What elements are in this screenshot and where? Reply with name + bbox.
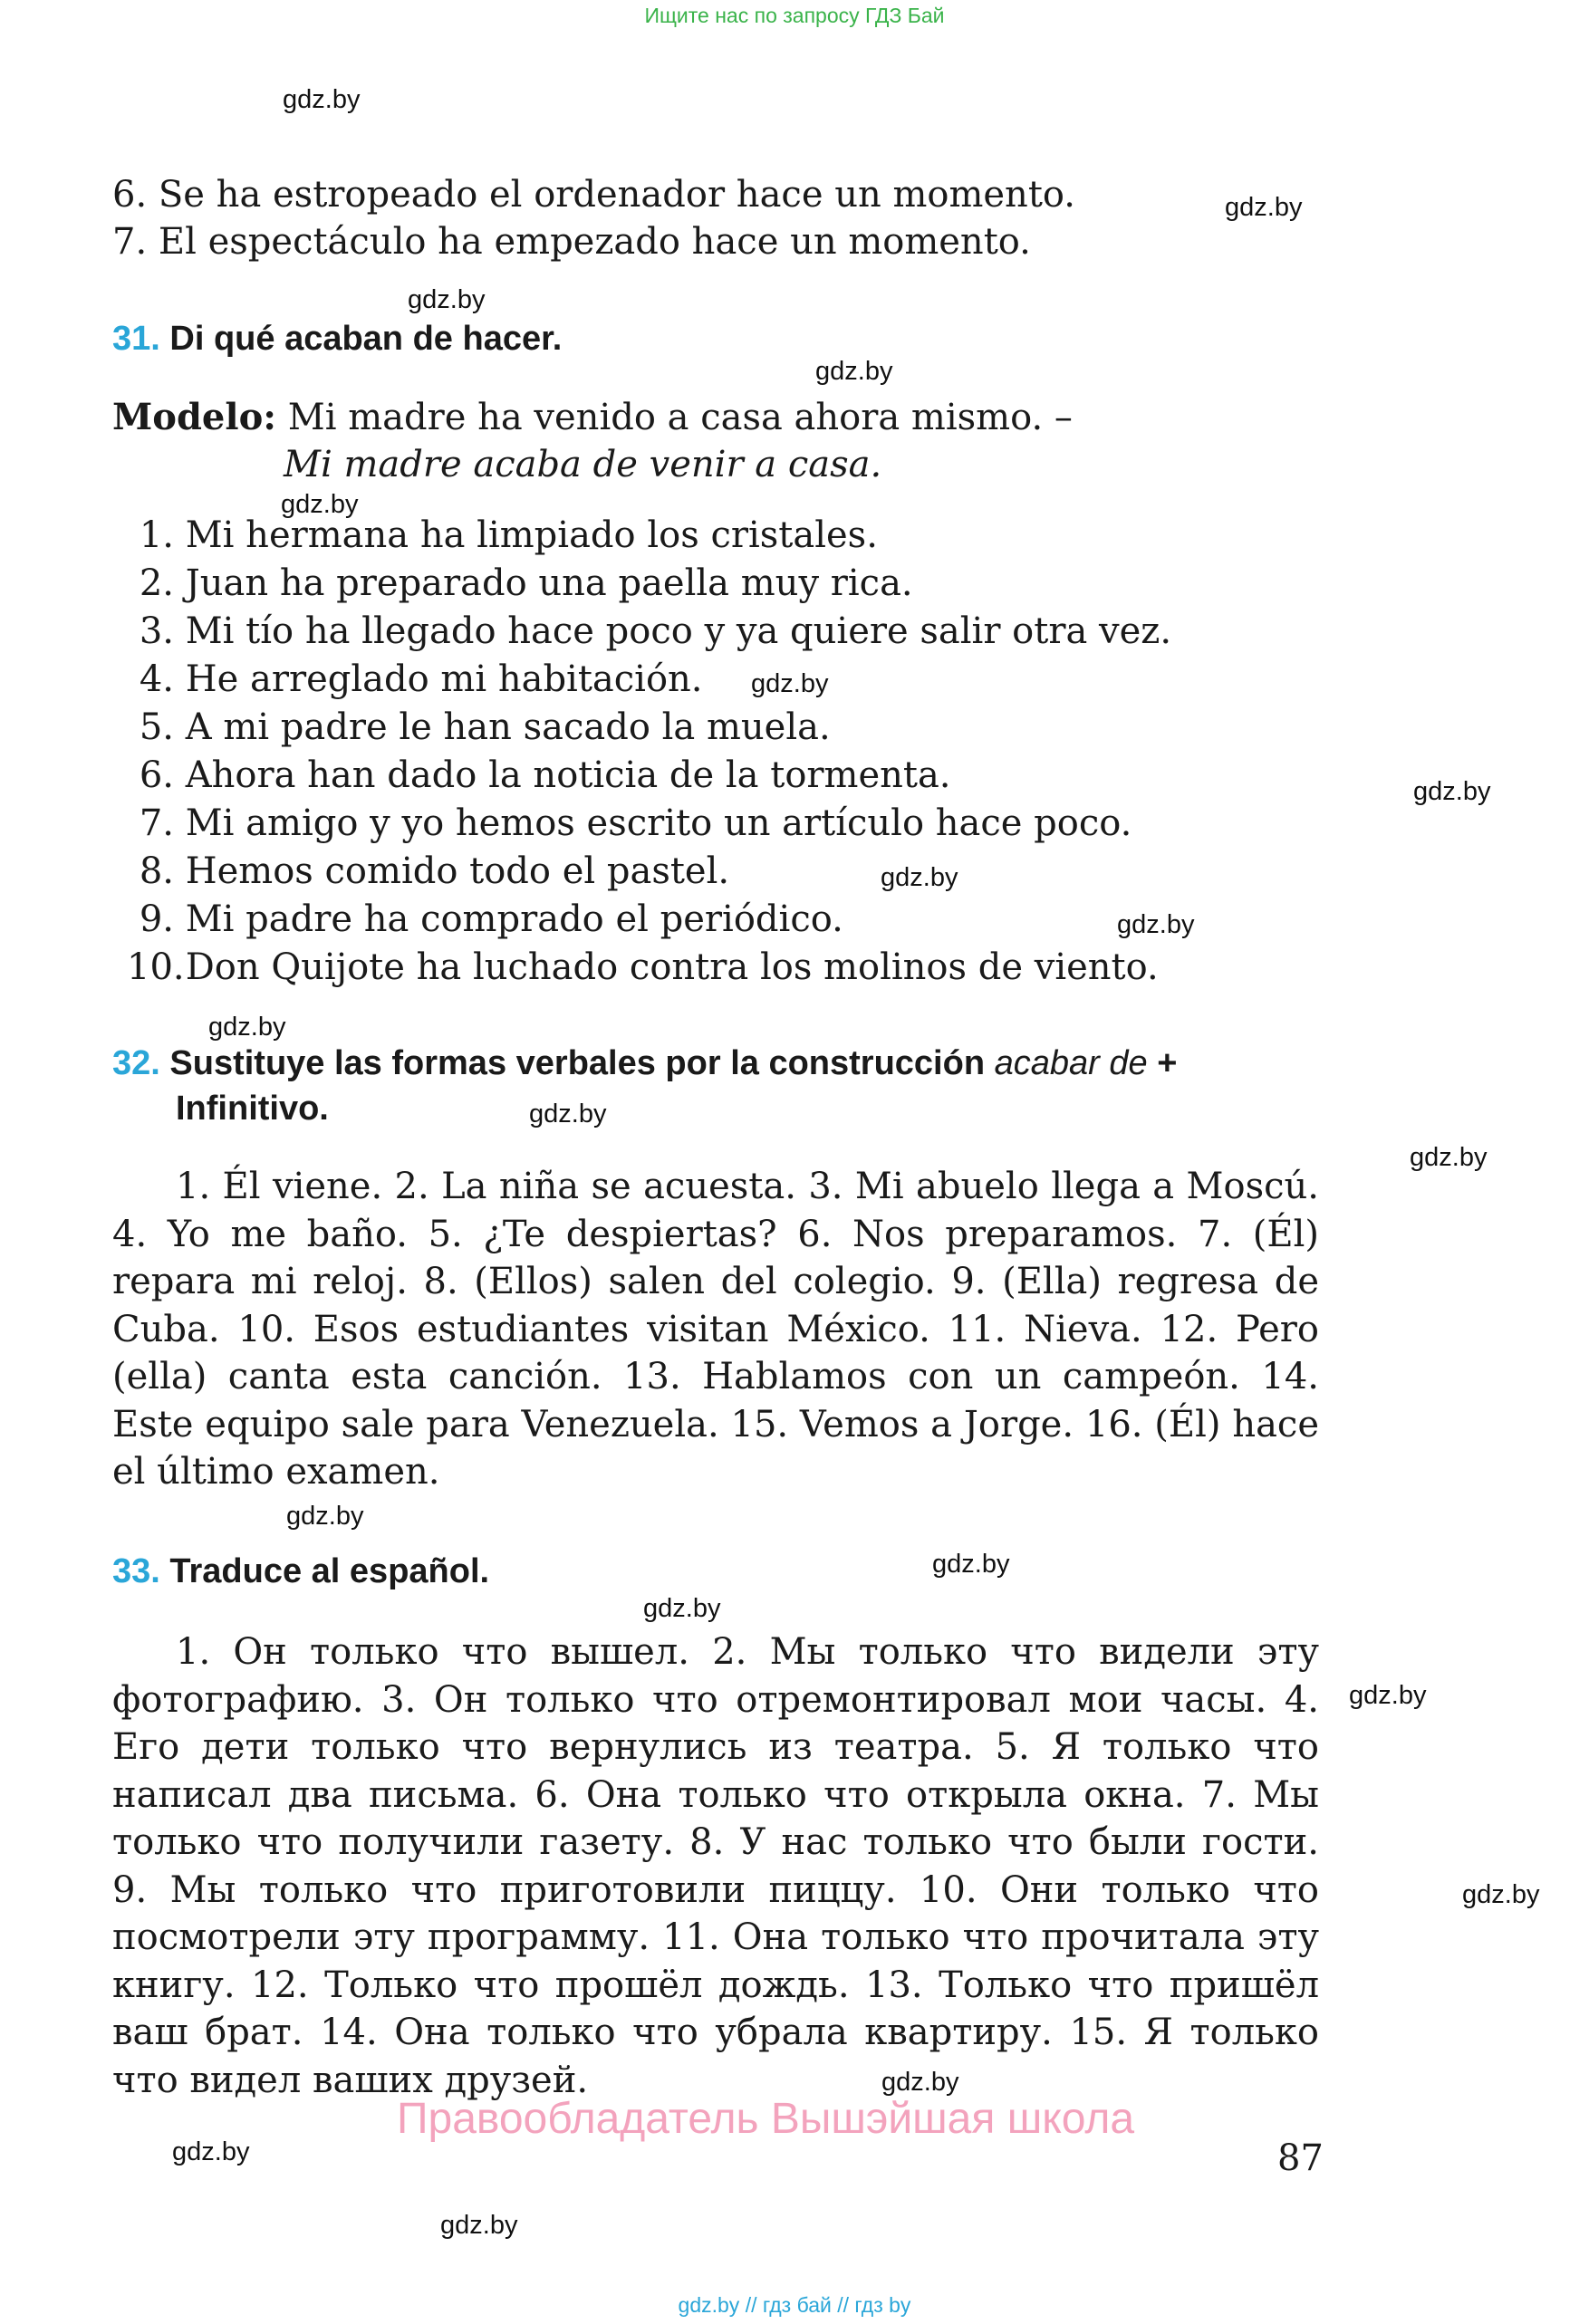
exercise-title-plus: + — [1157, 1044, 1178, 1082]
item-number: 7. — [139, 802, 174, 844]
exercise-31-heading — [112, 320, 562, 359]
watermark: gdz.by — [208, 1013, 286, 1042]
watermark: gdz.by — [932, 1550, 1010, 1579]
item-text: He arreglado mi habitación. — [185, 658, 703, 700]
item-number: 10. — [127, 946, 185, 988]
item-text: Juan ha preparado una paella muy rica. — [185, 562, 913, 604]
watermark: gdz.by — [281, 490, 359, 519]
list-item — [112, 174, 1075, 216]
exercise-number: 33. — [112, 1552, 160, 1590]
rights-holder-stamp: Правообладатель Вышэйшая школа — [397, 2095, 1135, 2143]
exercise-32-heading — [112, 1044, 1177, 1083]
list-item — [127, 610, 1171, 652]
item-number: 1. — [139, 514, 174, 556]
watermark: gdz.by — [1349, 1681, 1427, 1710]
watermark: gdz.by — [440, 2211, 518, 2240]
item-number: 8. — [139, 850, 174, 892]
exercise-title: Di qué acaban de hacer. — [169, 320, 563, 358]
item-text: El espectáculo ha empezado hace un momento. — [158, 221, 1031, 263]
watermark: gdz.by — [283, 85, 361, 114]
item-text: Mi hermana ha limpiado los cristales. — [185, 514, 878, 556]
watermark: gdz.by — [286, 1502, 364, 1531]
paragraph: 1. Él viene. 2. La niña se acuesta. 3. Mi abuelo llega a Moscú. 4. Yo me baño. 5. ¿Te despiertas? 6. Nos preparamos. 7. (Él) repara mi reloj. 8. (Ellos) salen del colegio. 9. (Ella) regresa de Cuba. 10. Esos estudiantes visitan México. 11. Nieva. 12. Pero (ella) canta esta canción. 13. Hablamos con un campeón. 14. Este equipo sale para Venezuela. 15. Vemos a Jorge. 16. (Él) hace el último examen. — [112, 1166, 1319, 1493]
list-item — [127, 658, 703, 700]
modelo-line — [112, 396, 1073, 438]
list-item — [127, 802, 1132, 844]
exercise-number: 32. — [112, 1044, 160, 1082]
modelo-answer: Mi madre acaba de venir a casa. — [284, 444, 882, 485]
modelo-sentence: Mi madre ha venido a casa ahora mismo. – — [287, 397, 1073, 438]
watermark: gdz.by — [643, 1594, 721, 1623]
modelo-label: Modelo: — [112, 396, 277, 438]
item-text: Se ha estropeado el ordenador hace un momento. — [158, 174, 1075, 216]
exercise-number: 31. — [112, 320, 160, 358]
exercise-title: Traduce al español. — [169, 1552, 490, 1590]
watermark: gdz.by — [881, 863, 958, 892]
top-banner: Ищите нас по запросу ГДЗ Бай — [644, 4, 945, 27]
item-text: Don Quijote ha luchado contra los molinos de viento. — [185, 946, 1159, 988]
item-text: Mi amigo y yo hemos escrito un artículo hace poco. — [185, 802, 1132, 844]
item-number: 6. — [139, 754, 174, 796]
list-item — [112, 221, 1031, 263]
exercise-title-italic: acabar de — [994, 1044, 1148, 1082]
item-number: 4. — [139, 658, 174, 700]
item-number: 7. — [112, 221, 148, 263]
list-item — [127, 850, 729, 892]
watermark: gdz.by — [881, 2068, 959, 2097]
list-item — [127, 754, 951, 796]
item-text: Mi tío ha llegado hace poco y ya quiere salir otra vez. — [185, 610, 1172, 652]
list-item — [127, 514, 878, 556]
item-number: 3. — [139, 610, 174, 652]
footer-links: gdz.by // гдз бай // гдз by — [678, 2293, 911, 2317]
watermark: gdz.by — [1410, 1143, 1488, 1172]
item-text: A mi padre le han sacado la muela. — [185, 706, 831, 748]
item-number: 2. — [139, 562, 174, 604]
watermark: gdz.by — [815, 357, 893, 386]
watermark: gdz.by — [408, 285, 486, 314]
item-number: 6. — [112, 174, 148, 216]
item-text: Ahora han dado la noticia de la tormenta. — [185, 754, 951, 796]
list-item — [127, 706, 831, 748]
item-number: 9. — [139, 898, 174, 940]
exercise-33-heading — [112, 1552, 489, 1591]
list-item — [127, 898, 843, 940]
watermark: gdz.by — [751, 669, 829, 698]
exercise-33-body — [112, 1628, 1319, 2104]
watermark: gdz.by — [1462, 1880, 1540, 1909]
exercise-title-line2: Infinitivo. — [176, 1090, 329, 1128]
page-number: 87 — [1277, 2137, 1324, 2179]
watermark: gdz.by — [529, 1100, 607, 1128]
item-text: Hemos comido todo el pastel. — [185, 850, 730, 892]
item-number: 5. — [139, 706, 174, 748]
exercise-title: Sustituye las formas verbales por la construcción — [169, 1044, 986, 1082]
item-text: Mi padre ha comprado el periódico. — [185, 898, 843, 940]
watermark: gdz.by — [1117, 910, 1195, 939]
list-item — [127, 946, 1159, 988]
watermark: gdz.by — [1225, 193, 1303, 222]
watermark: gdz.by — [172, 2137, 250, 2166]
watermark: gdz.by — [1413, 777, 1491, 806]
exercise-32-body — [112, 1163, 1319, 1496]
list-item — [127, 562, 913, 604]
paragraph: 1. Он только что вышел. 2. Мы только что видели эту фотографию. 3. Он только что отремонтировал мои часы. 4. Его дети только что вернулись из театра. 5. Я только что написал два письма. 6. Она только что открыла окна. 7. Мы только что получили газету. 8. У нас только что были гости. 9. Мы только что приготовили пиццу. 10. Они только что посмотрели эту программу. 11. Она только что прочитала эту книгу. 12. Только что прошёл дождь. 13. Только что пришёл ваш брат. 14. Она только что убрала квартиру. 15. Я только что видел ваших друзей. — [112, 1631, 1319, 2101]
